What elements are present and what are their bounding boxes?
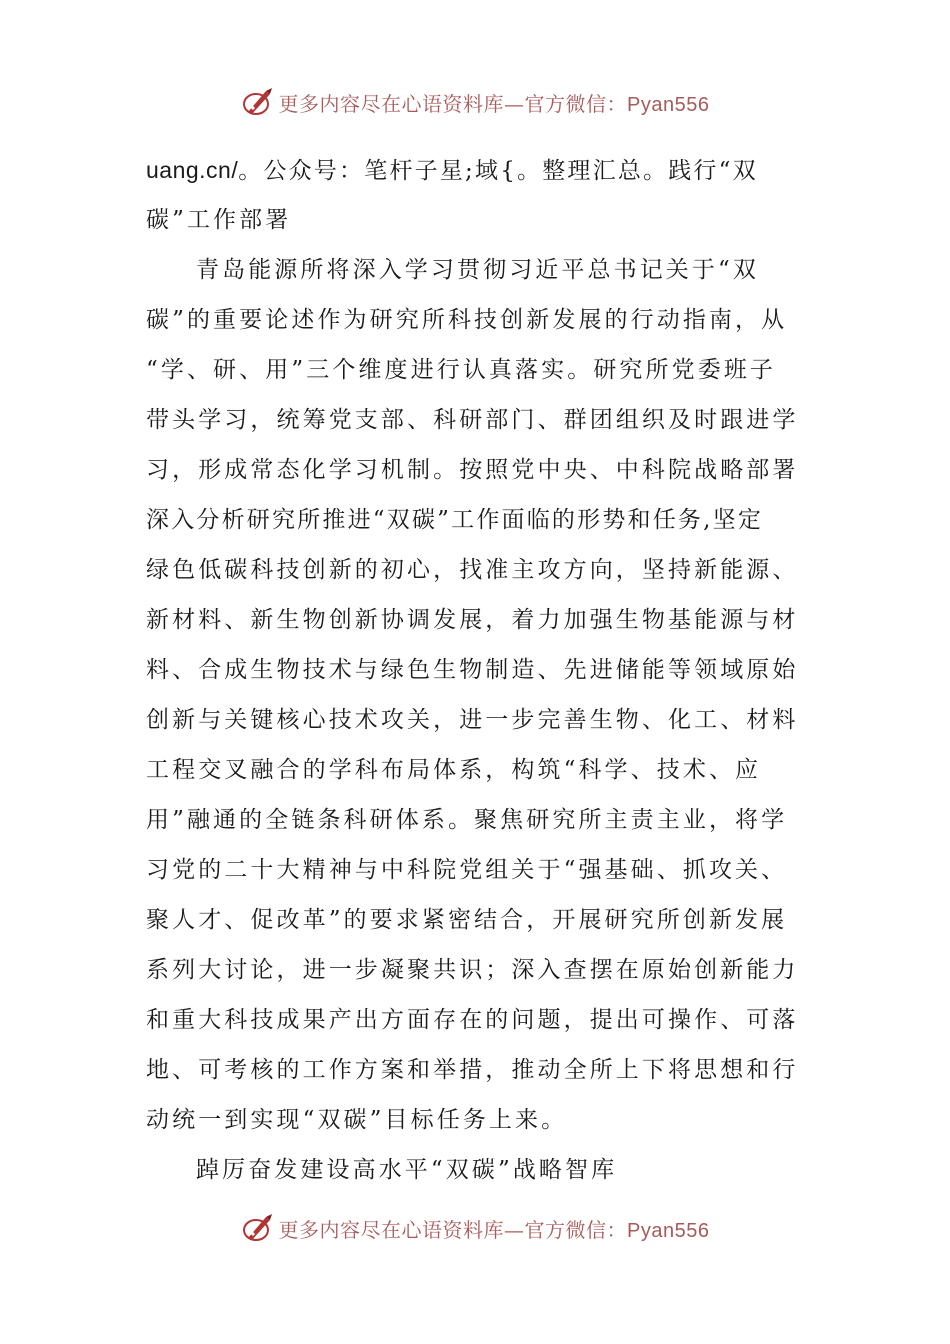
text-line: 工程交叉融合的学科布局体系，构筑“科学、技术、应 xyxy=(146,757,762,783)
wechat-id: Pyan556 xyxy=(627,93,710,116)
text-line: 系列大讨论，进一步凝聚共识；深入查摆在原始创新能力 xyxy=(146,957,799,983)
text-line: 动统一到实现“双碳”目标任务上来。 xyxy=(146,1107,568,1133)
text-line: 料、合成生物技术与绿色生物制造、先进储能等领域原始 xyxy=(146,657,799,683)
text-line: 创新与关键核心技术攻关，进一步完善生物、化工、材料 xyxy=(146,707,799,733)
text-line: 绿色低碳科技创新的初心，找准主攻方向，坚持新能源、 xyxy=(146,557,799,583)
text-line: 深入分析研究所推进“双碳”工作面临的形势和任务,坚定 xyxy=(146,507,764,533)
watermark-text: 更多内容尽在心语资料库—官方微信：Pyan556 xyxy=(278,91,710,116)
paragraph-first-line: 青岛能源所将深入学习贯彻习近平总书记关于“双 xyxy=(196,257,759,283)
footer-watermark-banner xyxy=(0,1208,950,1248)
document-body xyxy=(146,145,806,1195)
text-line: uang.cn/。公众号：笔杆子星;域{。整理汇总。践行“双 xyxy=(146,157,758,184)
watermark-text: 更多内容尽在心语资料库—官方微信：Pyan556 xyxy=(278,1217,710,1242)
text-line: 新材料、新生物创新协调发展，着力加强生物基能源与材 xyxy=(146,607,799,633)
text-line: 碳”工作部署 xyxy=(146,207,292,233)
pen-nib-logo-icon xyxy=(241,1211,275,1245)
text-line: 用”融通的全链条科研体系。聚焦研究所主责主业，将学 xyxy=(146,807,788,833)
text-line: 聚人才、促改革”的要求紧密结合，开展研究所创新发展 xyxy=(146,907,788,933)
text-line: “学、研、用”三个维度进行认真落实。研究所党委班子 xyxy=(146,357,777,383)
section-heading: 踔厉奋发建设高水平“双碳”战略智库 xyxy=(196,1157,618,1183)
pen-nib-logo-icon xyxy=(241,85,275,119)
text-line: 地、可考核的工作方案和举措，推动全所上下将思想和行 xyxy=(146,1057,799,1083)
text-line: 和重大科技成果产出方面存在的问题，提出可操作、可落 xyxy=(146,1007,799,1033)
text-line: 习，形成常态化学习机制。按照党中央、中科院战略部署 xyxy=(146,457,799,483)
text-line: 带头学习，统筹党支部、科研部门、群团组织及时跟进学 xyxy=(146,407,799,433)
wechat-id: Pyan556 xyxy=(627,1219,710,1242)
text-line: 习党的二十大精神与中科院党组关于“强基础、抓攻关、 xyxy=(146,857,788,883)
header-watermark-banner xyxy=(0,82,950,122)
text-line: 碳”的重要论述作为研究所科技创新发展的行动指南，从 xyxy=(146,307,788,333)
